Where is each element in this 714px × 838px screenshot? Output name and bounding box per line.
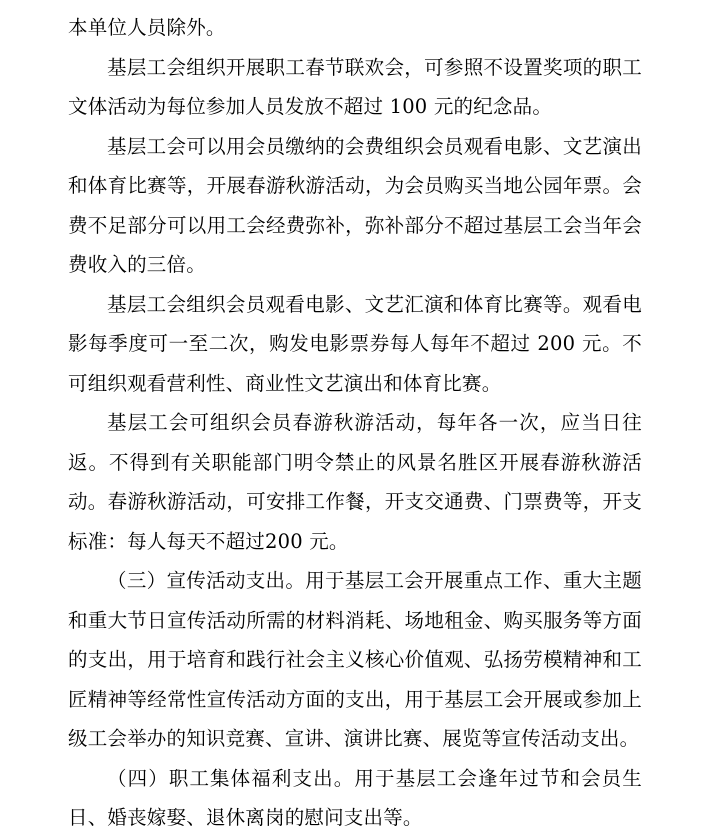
paragraph-movies-and-performances: 基层工会组织会员观看电影、文艺汇演和体育比赛等。观看电影每季度可一至二次，购发电影票券每人每年不超过 200 元。不可组织观看营利性、商业性文艺演出和体育比赛。 [68, 292, 642, 395]
paragraph-spring-autumn-outing: 基层工会可组织会员春游秋游活动，每年各一次，应当日往返。不得到有关职能部门明令禁止的风景名胜区开展春游秋游活动。春游秋游活动，可安排工作餐，开支交通费、门票费等，开支标准：每人每天不超过200 元。 [68, 411, 642, 553]
paragraph-continuation: 本单位人员除外。 [68, 16, 226, 39]
paragraph-publicity-expenditure: （三）宣传活动支出。用于基层工会开展重点工作、重大主题和重大节日宣传活动所需的材料消耗、场地租金、购买服务等方面的支出，用于培育和践行社会主义核心价值观、弘扬劳模精神和工匠精神等经常性宣传活动方面的支出，用于基层工会开展或参加上级工会举办的知识竞赛、宣讲、演讲比赛、展览等宣传活动支出。 [68, 569, 642, 750]
paragraph-collective-welfare: （四）职工集体福利支出。用于基层工会逢年过节和会员生日、婚丧嫁娶、退休离岗的慰问支出等。 [68, 766, 642, 829]
paragraph-spring-festival-gala: 基层工会组织开展职工春节联欢会，可参照不设置奖项的职工文体活动为每位参加人员发放不超过 100 元的纪念品。 [68, 55, 642, 118]
paragraph-membership-fee-usage: 基层工会可以用会员缴纳的会费组织会员观看电影、文艺演出和体育比赛等，开展春游秋游活动，为会员购买当地公园年票。会费不足部分可以用工会经费弥补，弥补部分不超过基层工会当年会费收入的三倍。 [68, 134, 642, 276]
